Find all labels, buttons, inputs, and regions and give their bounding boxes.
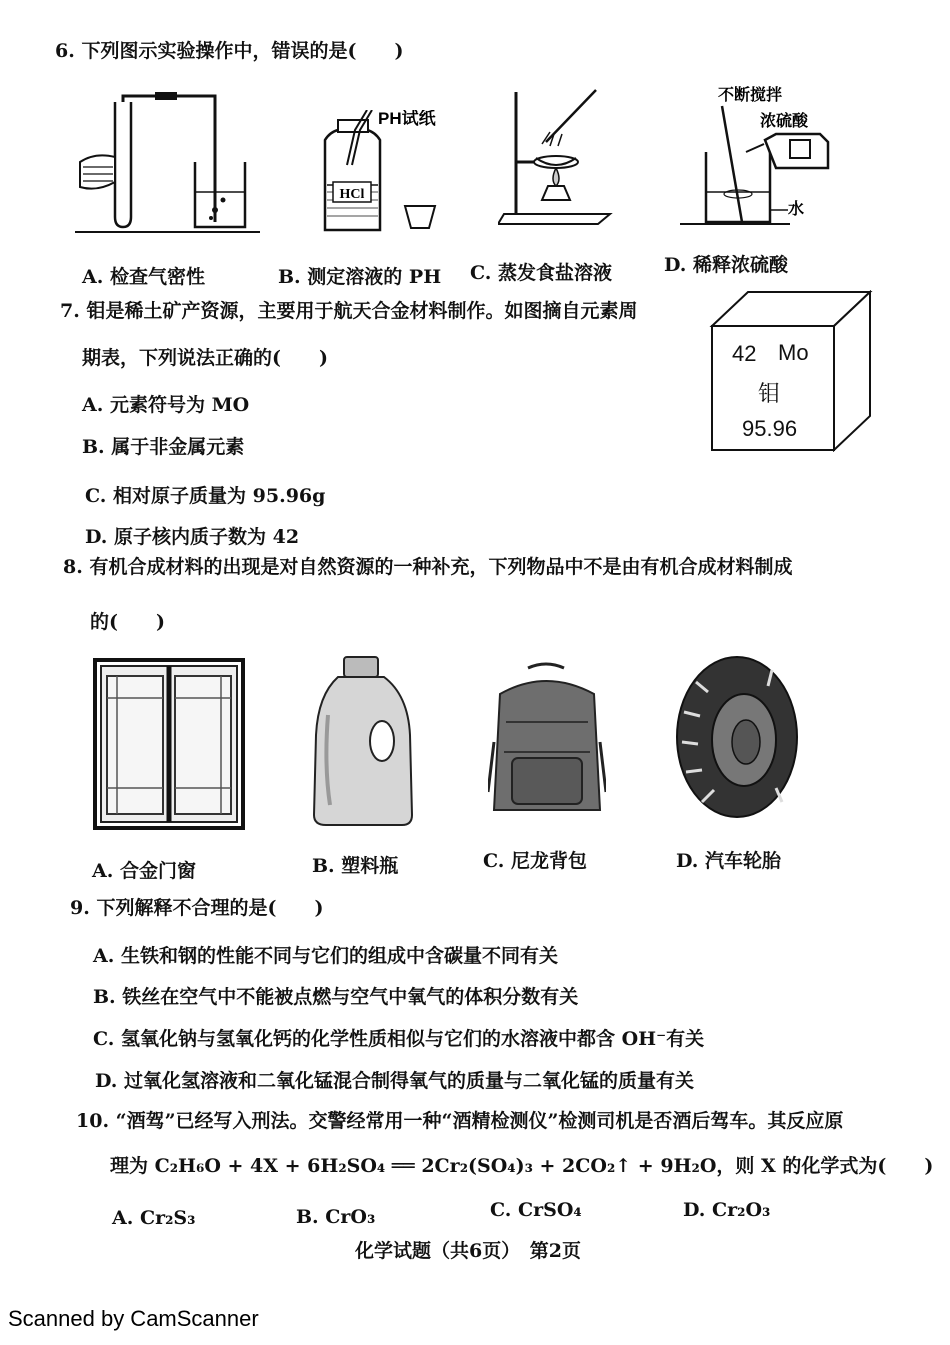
bottle-image	[308, 655, 418, 830]
q10-option-d: D. Cr₂O₃	[683, 1199, 771, 1221]
q9-option-d: D. 过氧化氢溶液和二氧化锰混合制得氧气的质量与二氧化锰的质量有关	[95, 1070, 695, 1092]
stir-label: 不断搅拌	[718, 87, 783, 104]
fig-evaporation	[498, 82, 618, 232]
fig-airtightness	[75, 92, 265, 242]
acid-label: 浓硫酸	[760, 113, 809, 130]
q8-option-a: A. 合金门窗	[92, 860, 196, 882]
element-symbol: Mo	[778, 340, 809, 365]
tire-image	[672, 652, 802, 822]
q7-option-a: A. 元素符号为 MO	[82, 394, 250, 416]
backpack-image	[488, 662, 606, 820]
element-number: 42	[732, 341, 757, 366]
q7-stem-line2: 期表，下列说法正确的( )	[82, 347, 328, 369]
q9-stem: 9. 下列解释不合理的是( )	[70, 897, 324, 919]
q10-option-a: A. Cr₂S₃	[112, 1207, 196, 1229]
element-cube	[708, 290, 874, 452]
q10-option-b: B. CrO₃	[296, 1206, 376, 1228]
q8-option-b: B. 塑料瓶	[312, 855, 399, 877]
q8-option-d: D. 汽车轮胎	[676, 850, 782, 872]
q6-stem: 6. 下列图示实验操作中，错误的是( )	[55, 40, 404, 62]
fig-dilution	[680, 82, 840, 232]
q9-option-b: B. 铁丝在空气中不能被点燃与空气中氧气的体积分数有关	[93, 986, 579, 1008]
q6-option-a: A. 检查气密性	[82, 266, 205, 288]
element-mass: 95.96	[742, 416, 798, 441]
q10-option-c: C. CrSO₄	[490, 1199, 582, 1221]
q7-option-d: D. 原子核内质子数为 42	[85, 526, 300, 548]
q7-option-c: C. 相对原子质量为 95.96g	[85, 485, 326, 507]
hcl-label: HCl	[339, 187, 365, 202]
q9-option-a: A. 生铁和钢的性能不同与它们的组成中含碳量不同有关	[93, 945, 558, 967]
q6-option-c: C. 蒸发食盐溶液	[470, 262, 613, 284]
q7-option-b: B. 属于非金属元素	[82, 436, 245, 458]
q8-option-c: C. 尼龙背包	[483, 850, 588, 872]
q7-stem-line1: 7. 钼是稀土矿产资源，主要用于航天合金材料制作。如图摘自元素周	[60, 300, 638, 322]
ph-label: PH试纸	[378, 110, 436, 128]
q9-option-c: C. 氢氧化钠与氢氧化钙的化学性质相似与它们的水溶液中都含 OH⁻有关	[93, 1028, 705, 1050]
page-footer: 化学试题（共6页） 第2页	[355, 1240, 581, 1262]
scan-watermark: Scanned by CamScanner	[8, 1306, 259, 1331]
q10-stem-line2: 理为 C₂H₆O + 4X + 6H₂SO₄ ══ 2Cr₂(SO₄)₃ + 2CO₂↑ + 9H₂O，则 X 的化学式为( )	[110, 1155, 934, 1177]
q8-stem-line1: 8. 有机合成材料的出现是对自然资源的一种补充，下列物品中不是由有机合成材料制成	[63, 556, 793, 578]
window-image	[93, 658, 245, 830]
q6-option-d: D. 稀释浓硫酸	[664, 254, 789, 276]
q10-stem-line1: 10. “酒驾”已经写入刑法。交警经常用一种“酒精检测仪”检测司机是否酒后驾车。其反应原	[76, 1110, 844, 1132]
fig-ph-test	[305, 110, 465, 240]
q8-stem-line2: 的( )	[90, 611, 165, 633]
q6-option-b: B. 测定溶液的 PH	[278, 266, 442, 288]
element-name: 钼	[758, 381, 781, 406]
water-label: 水	[788, 201, 805, 218]
